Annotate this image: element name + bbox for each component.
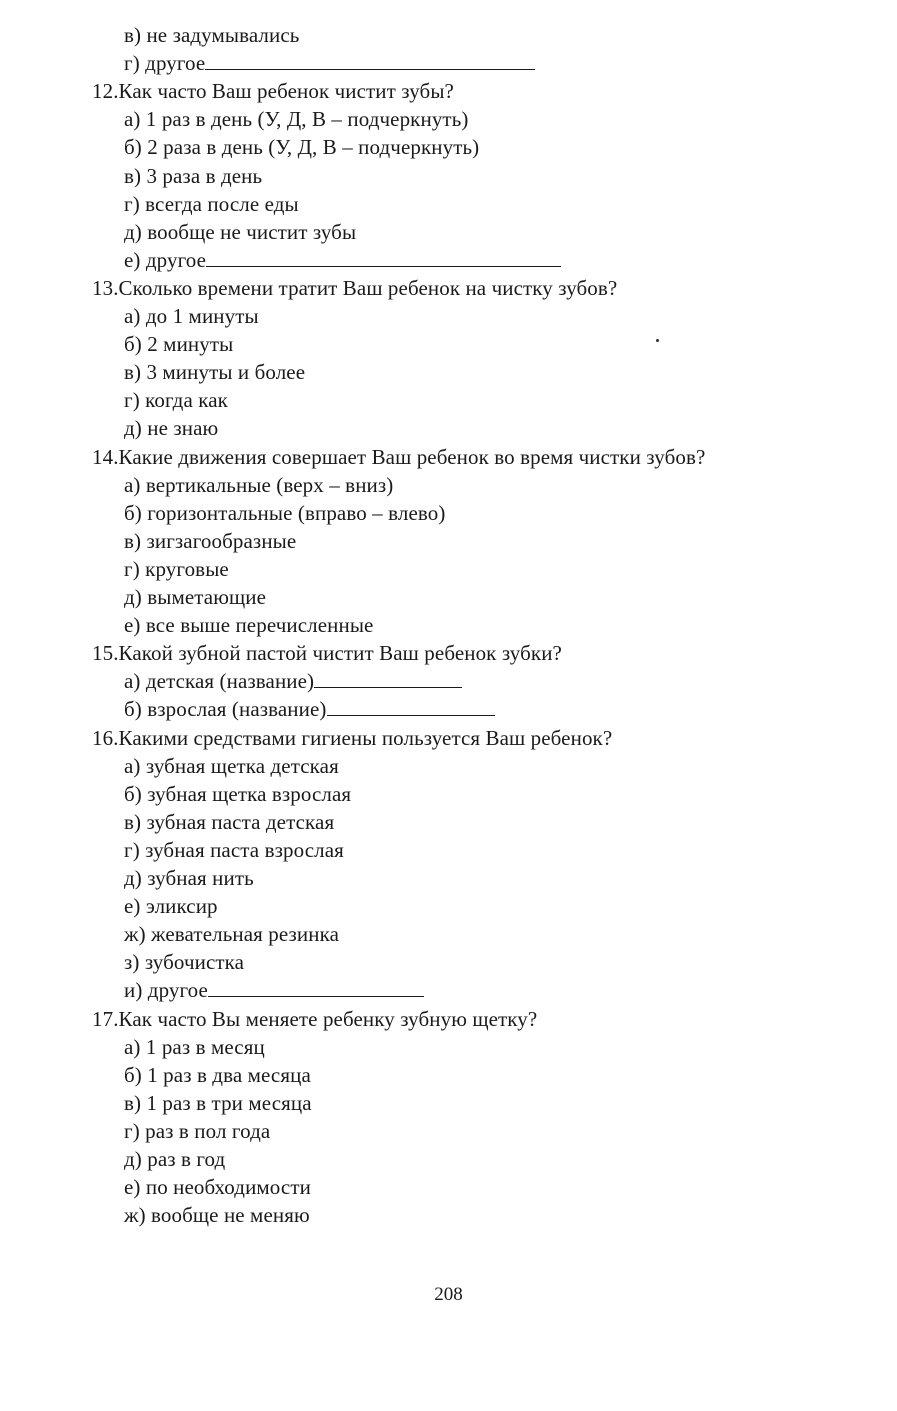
option-line (124, 555, 229, 583)
option-line (124, 892, 218, 920)
option-line (124, 752, 339, 780)
option-line (124, 976, 424, 1004)
option-line (124, 1173, 311, 1201)
option-text: а) 1 раз в месяц (124, 1034, 265, 1059)
option-line (124, 49, 535, 77)
option-line (124, 21, 299, 49)
option-line (124, 808, 334, 836)
answer-blank-line (327, 697, 495, 716)
option-line (124, 864, 254, 892)
option-text: а) детская (название) (124, 669, 315, 694)
question-line (92, 1005, 537, 1033)
option-text: а) вертикальные (верх – вниз) (124, 472, 394, 497)
option-line (124, 1117, 270, 1145)
option-text: в) 1 раз в три месяца (124, 1090, 312, 1115)
question-text: 13.Сколько времени тратит Ваш ребенок на чистку зубов? (92, 275, 618, 300)
option-text: г) другое (124, 51, 206, 76)
option-text: е) эликсир (124, 894, 218, 919)
option-text: а) зубная щетка детская (124, 753, 339, 778)
option-line (124, 836, 344, 864)
option-line (124, 1145, 225, 1173)
option-text: д) зубная нить (124, 866, 254, 890)
option-text: е) другое (124, 247, 207, 272)
answer-blank-line (205, 51, 535, 70)
option-text: г) круговые (124, 556, 229, 581)
question-text: 17.Как часто Вы меняете ребенку зубную щетку? (92, 1006, 538, 1031)
option-line (124, 105, 468, 133)
option-text: е) все выше перечисленные (124, 613, 374, 638)
option-line (124, 1089, 312, 1117)
option-text: е) по необходимости (124, 1175, 311, 1200)
option-text: б) 2 минуты (124, 332, 234, 357)
option-line (124, 414, 218, 442)
question-line (92, 724, 612, 752)
option-text: д) вообще не чистит зубы (124, 219, 357, 244)
option-text: в) 3 минуты и более (124, 360, 306, 385)
option-line (124, 667, 462, 695)
option-line (124, 948, 244, 976)
option-line (124, 527, 296, 555)
option-text: в) зигзагообразные (124, 528, 297, 553)
option-line (124, 920, 339, 948)
answer-blank-line (208, 978, 424, 997)
option-text: г) раз в пол года (124, 1118, 271, 1143)
option-line (124, 302, 259, 330)
option-line (124, 611, 373, 639)
option-line (124, 218, 356, 246)
option-line (124, 358, 305, 386)
option-line (124, 583, 266, 611)
answer-blank-line (206, 248, 561, 267)
option-text: д) выметающие (124, 585, 267, 609)
option-line (124, 1201, 310, 1229)
option-text: б) взрослая (название) (124, 697, 327, 722)
option-text: б) 2 раза в день (У, Д, В – подчеркнуть) (124, 135, 480, 160)
option-text: г) когда как (124, 388, 228, 413)
option-text: з) зубочистка (124, 950, 245, 975)
question-line (92, 77, 454, 105)
option-text: в) зубная паста детская (124, 809, 335, 834)
question-text: 15.Какой зубной пастой чистит Ваш ребенок зубки? (92, 641, 562, 666)
question-text: 16.Какими средствами гигиены пользуется Ваш ребенок? (92, 725, 613, 750)
question-text: 14.Какие движения совершает Ваш ребенок во время чистки зубов? (92, 444, 706, 469)
option-line (124, 471, 393, 499)
option-text: ж) жевательная резинка (124, 922, 339, 947)
option-text: д) не знаю (124, 416, 219, 441)
option-text: а) до 1 минуты (124, 304, 259, 328)
option-text: ж) вообще не меняю (124, 1203, 310, 1228)
question-line (92, 639, 562, 667)
option-line (124, 499, 445, 527)
option-text: г) всегда после еды (124, 191, 299, 216)
question-line (92, 443, 705, 471)
question-line (92, 274, 617, 302)
option-line (124, 780, 351, 808)
option-line (124, 190, 299, 218)
option-text: и) другое (124, 978, 208, 1003)
option-text: б) горизонтальные (вправо – влево) (124, 500, 446, 525)
option-text: в) не задумывались (124, 23, 300, 47)
option-line (124, 695, 495, 723)
option-line (124, 133, 479, 161)
option-line (124, 246, 561, 274)
question-text: 12.Как часто Ваш ребенок чистит зубы? (92, 79, 454, 104)
option-line (124, 162, 262, 190)
option-line (124, 1033, 265, 1061)
option-line (124, 386, 228, 414)
option-text: б) зубная щетка взрослая (124, 781, 352, 806)
option-text: д) раз в год (124, 1147, 226, 1171)
option-text: в) 3 раза в день (124, 163, 263, 188)
answer-blank-line (314, 669, 462, 688)
option-line (124, 330, 233, 358)
scan-speck (656, 339, 659, 342)
option-line (124, 1061, 311, 1089)
page-number: 208 (434, 1284, 463, 1305)
option-text: г) зубная паста взрослая (124, 837, 344, 862)
option-text: б) 1 раз в два месяца (124, 1062, 311, 1087)
option-text: а) 1 раз в день (У, Д, В – подчеркнуть) (124, 107, 469, 132)
